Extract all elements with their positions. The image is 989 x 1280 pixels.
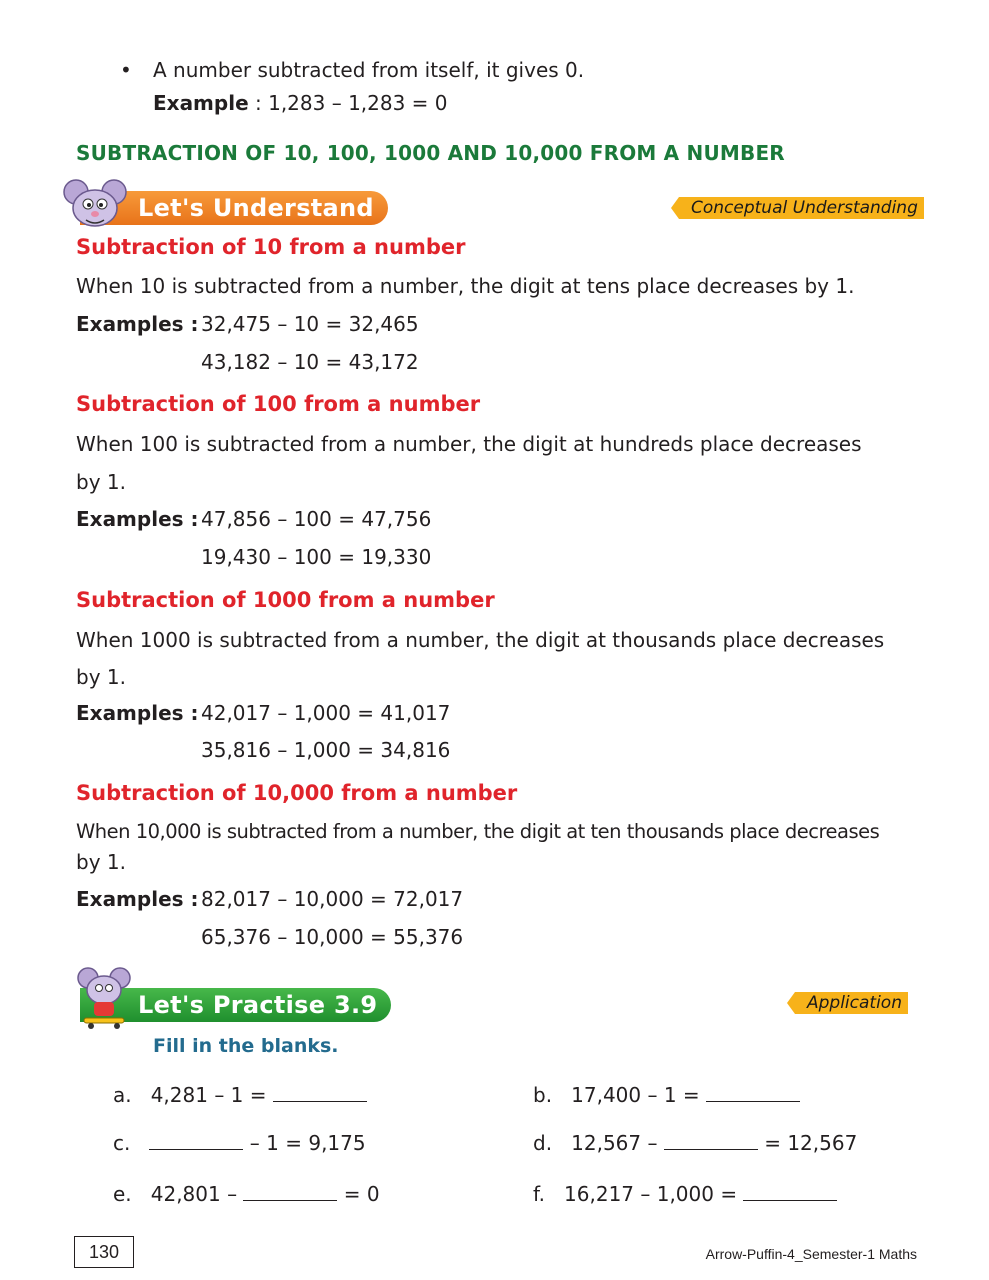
- example-line: 43,182 – 10 = 43,172: [201, 350, 419, 374]
- practice-item-letter: d.: [533, 1131, 553, 1155]
- answer-blank[interactable]: [664, 1129, 758, 1150]
- section-title: SUBTRACTION OF 10, 100, 1000 AND 10,000 FROM A NUMBER: [76, 141, 785, 165]
- page-number: 130: [74, 1236, 134, 1268]
- practice-item-expr: = 12,567: [757, 1131, 858, 1155]
- topic-text: When 10 is subtracted from a number, the digit at tens place decreases by 1.: [76, 274, 855, 298]
- topic-text: When 1000 is subtracted from a number, the digit at thousands place decreases: [76, 628, 885, 652]
- practice-item: [533, 1081, 800, 1107]
- practice-item-expr: 16,217 – 1,000 =: [564, 1182, 744, 1206]
- topic-heading: Subtraction of 10,000 from a number: [76, 781, 518, 805]
- example-line: 19,430 – 100 = 19,330: [201, 545, 432, 569]
- practice-item: [533, 1180, 837, 1206]
- practice-item-expr: 17,400 – 1 =: [571, 1083, 707, 1107]
- understand-tag: Conceptual Understanding: [679, 197, 924, 219]
- examples-label: Examples :: [76, 701, 199, 725]
- bullet-dot: •: [120, 58, 132, 82]
- practice-banner-label: Let's Practise 3.9: [138, 991, 378, 1019]
- practice-item-letter: e.: [113, 1182, 132, 1206]
- practice-item-expr: 42,801 –: [150, 1182, 244, 1206]
- mouse-skateboard-icon: [76, 966, 138, 1030]
- answer-blank[interactable]: [743, 1180, 837, 1201]
- answer-blank[interactable]: [706, 1081, 800, 1102]
- topic-heading: Subtraction of 100 from a number: [76, 392, 481, 416]
- practice-item-expr: 12,567 –: [571, 1131, 664, 1155]
- examples-label: Examples :: [76, 312, 199, 336]
- practice-item-letter: c.: [113, 1131, 131, 1155]
- practice-item-letter: b.: [533, 1083, 553, 1107]
- topic-text: When 100 is subtracted from a number, the digit at hundreds place decreases: [76, 432, 862, 456]
- intro-bullet-text: A number subtracted from itself, it gives 0.: [153, 58, 585, 82]
- footer-text: Arrow-Puffin-4_Semester-1 Maths: [705, 1246, 917, 1262]
- topic-text: by 1.: [76, 665, 126, 689]
- example-line: 35,816 – 1,000 = 34,816: [201, 738, 451, 762]
- example-line: 65,376 – 10,000 = 55,376: [201, 925, 464, 949]
- practice-instruction: Fill in the blanks.: [153, 1035, 339, 1057]
- examples-label: Examples :: [76, 507, 199, 531]
- intro-example-label: Example: [153, 91, 249, 115]
- practice-item-expr: – 1 = 9,175: [243, 1131, 366, 1155]
- example-line: 47,856 – 100 = 47,756: [201, 507, 432, 531]
- topic-heading: Subtraction of 10 from a number: [76, 235, 466, 259]
- topic-text: by 1.: [76, 470, 126, 494]
- answer-blank[interactable]: [149, 1129, 243, 1150]
- topic-heading: Subtraction of 1000 from a number: [76, 588, 495, 612]
- practice-item: [533, 1129, 857, 1155]
- understand-banner-label: Let's Understand: [138, 194, 374, 222]
- example-line: 32,475 – 10 = 32,465: [201, 312, 419, 336]
- practice-item-expr: = 0: [337, 1182, 380, 1206]
- topic-text: by 1.: [76, 850, 126, 874]
- practice-item-letter: f.: [533, 1182, 545, 1206]
- practice-item: [113, 1081, 367, 1107]
- practice-item: [113, 1180, 380, 1206]
- practice-item-expr: 4,281 – 1 =: [150, 1083, 273, 1107]
- topic-text: When 10,000 is subtracted from a number, the digit at ten thousands place decreases: [76, 820, 880, 843]
- intro-example: [153, 91, 448, 115]
- mouse-mascot-icon: [62, 178, 132, 230]
- practice-item-letter: a.: [113, 1083, 132, 1107]
- practice-tag: Application: [795, 992, 908, 1014]
- answer-blank[interactable]: [273, 1081, 367, 1102]
- intro-example-value: : 1,283 – 1,283 = 0: [255, 91, 448, 115]
- practice-item: [113, 1129, 366, 1155]
- example-line: 82,017 – 10,000 = 72,017: [201, 887, 464, 911]
- example-line: 42,017 – 1,000 = 41,017: [201, 701, 451, 725]
- examples-label: Examples :: [76, 887, 199, 911]
- answer-blank[interactable]: [243, 1180, 337, 1201]
